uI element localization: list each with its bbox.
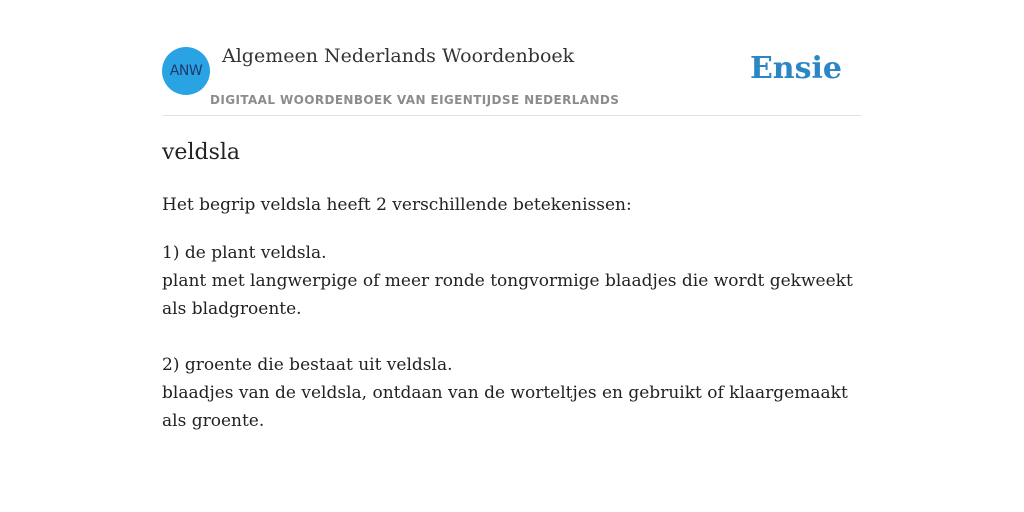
meaning-title: 2) groente die bestaat uit veldsla.: [162, 355, 453, 375]
meaning-item: [162, 351, 862, 435]
meanings-list: [162, 239, 862, 463]
headword: veldsla: [162, 140, 241, 165]
meaning-item: [162, 239, 862, 323]
site-subtitle: DIGITAAL WOORDENBOEK VAN EIGENTIJDSE NEDERLANDS: [210, 93, 620, 107]
meaning-title: 1) de plant veldsla.: [162, 243, 327, 263]
meaning-definition: plant met langwerpige of meer ronde tongvormige blaadjes die wordt gekweekt als bladgroente.: [162, 271, 853, 319]
entry-intro: Het begrip veldsla heeft 2 verschillende betekenissen:: [162, 195, 632, 215]
ensie-brand-link[interactable]: Ensie: [749, 51, 842, 86]
header-divider: [162, 115, 862, 116]
anw-logo-text: ANW: [169, 63, 203, 79]
anw-logo[interactable]: [162, 47, 210, 95]
meaning-definition: blaadjes van de veldsla, ontdaan van de worteltjes en gebruikt of klaargemaakt als groente.: [162, 383, 848, 431]
site-title[interactable]: Algemeen Nederlands Woordenboek: [222, 45, 575, 67]
